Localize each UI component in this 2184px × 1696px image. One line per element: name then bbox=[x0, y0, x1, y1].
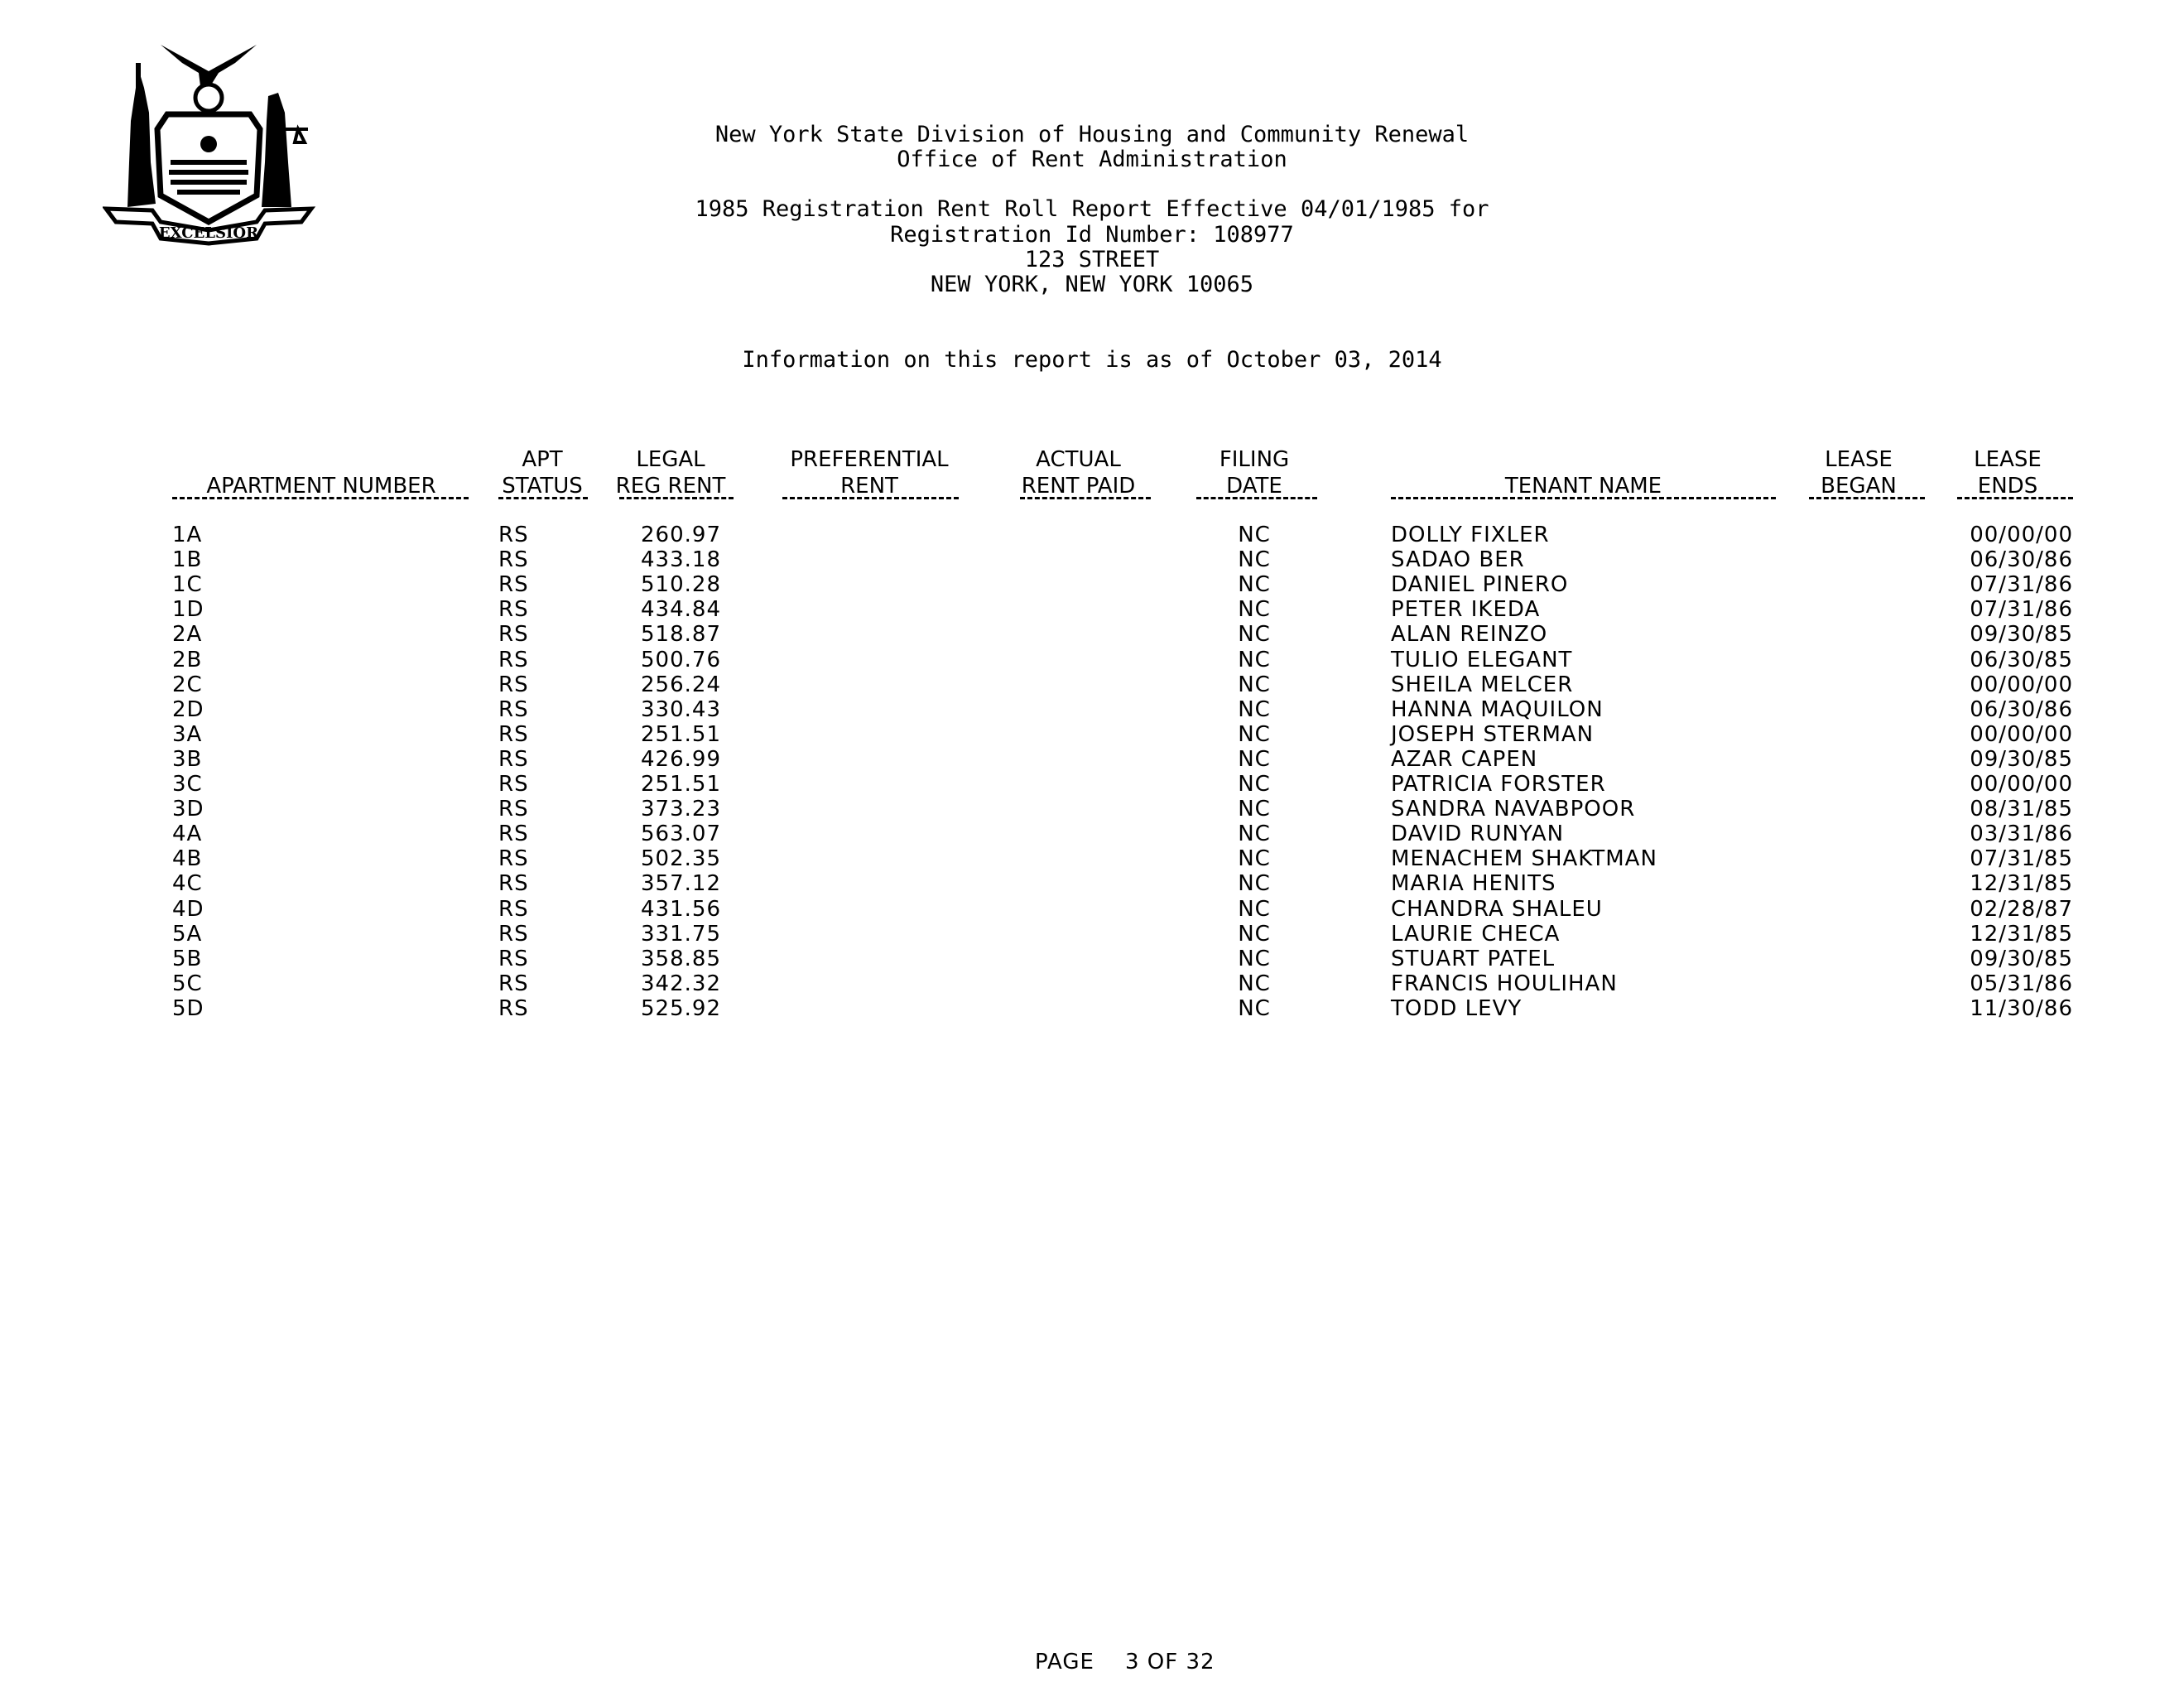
apartment-number-cell: 1B bbox=[172, 547, 203, 573]
filing-date-cell: NC bbox=[1238, 721, 1271, 747]
apartment-number-cell: 2C bbox=[172, 672, 203, 697]
table-row bbox=[0, 722, 2184, 747]
legal-reg-rent-cell: 330.43 bbox=[641, 696, 721, 722]
table-row bbox=[0, 922, 2184, 947]
col-header-line1: PREFERENTIAL bbox=[790, 447, 949, 472]
tenant-name-cell: FRANCIS HOULIHAN bbox=[1391, 971, 1618, 996]
table-row bbox=[0, 947, 2184, 971]
col-header-tenant-name bbox=[1391, 446, 1776, 499]
divider-apt-status bbox=[498, 497, 588, 499]
divider-apartment-number bbox=[172, 497, 469, 499]
table-row bbox=[0, 971, 2184, 996]
apt-status-cell: RS bbox=[498, 622, 529, 648]
legal-reg-rent-cell: 373.23 bbox=[641, 797, 721, 822]
apt-status-cell: RS bbox=[498, 822, 529, 847]
divider-preferential-rent bbox=[782, 497, 959, 499]
filing-date-cell: NC bbox=[1238, 746, 1271, 772]
apartment-number-cell: 2D bbox=[172, 696, 204, 722]
table-row bbox=[0, 622, 2184, 647]
filing-date-cell: NC bbox=[1238, 871, 1271, 897]
legal-reg-rent-cell: 500.76 bbox=[641, 647, 721, 672]
col-header-line1: LEGAL bbox=[636, 447, 705, 472]
tenant-name-cell: LAURIE CHECA bbox=[1391, 921, 1561, 947]
legal-reg-rent-cell: 434.84 bbox=[641, 597, 721, 623]
legal-reg-rent-cell: 426.99 bbox=[641, 746, 721, 772]
svg-text:EXCELSIOR: EXCELSIOR bbox=[158, 224, 259, 242]
filing-date-cell: NC bbox=[1238, 547, 1271, 573]
tenant-name-cell: PATRICIA FORSTER bbox=[1391, 772, 1606, 797]
col-header-line2: TENANT NAME bbox=[1504, 474, 1662, 499]
lease-ends-cell: 07/31/86 bbox=[1970, 597, 2073, 623]
legal-reg-rent-cell: 251.51 bbox=[641, 772, 721, 797]
legal-reg-rent-cell: 518.87 bbox=[641, 622, 721, 648]
lease-ends-cell: 07/31/85 bbox=[1970, 846, 2073, 872]
tenant-name-cell: DAVID RUNYAN bbox=[1391, 822, 1565, 847]
table-row bbox=[0, 772, 2184, 797]
lease-ends-cell: 00/00/00 bbox=[1970, 523, 2073, 547]
divider-actual-rent-paid bbox=[1020, 497, 1151, 499]
col-header-lease-ends bbox=[1954, 446, 2061, 499]
col-header-apt-status bbox=[497, 446, 588, 499]
col-header-line1: ACTUAL bbox=[1036, 447, 1121, 472]
col-header-line1 bbox=[197, 446, 445, 473]
apt-status-cell: RS bbox=[498, 572, 529, 598]
apartment-number-cell: 4A bbox=[172, 822, 203, 847]
filing-date-cell: NC bbox=[1238, 822, 1271, 847]
page-label: PAGE bbox=[1035, 1650, 1094, 1674]
city-state-zip bbox=[0, 272, 2184, 297]
apt-status-cell: RS bbox=[498, 995, 529, 1021]
divider-filing-date bbox=[1196, 497, 1317, 499]
tenant-name-cell: MENACHEM SHAKTMAN bbox=[1391, 846, 1657, 872]
apartment-number-cell: 5C bbox=[172, 971, 203, 996]
page-number: 3 OF 32 bbox=[1124, 1650, 1215, 1674]
page-indicator bbox=[1035, 1650, 1215, 1674]
agency-name bbox=[0, 123, 2184, 147]
office-name bbox=[0, 147, 2184, 172]
report-title-text: 1985 Registration Rent Roll Report Effective 04/01/1985 for bbox=[695, 196, 1489, 222]
apartment-number-cell: 3D bbox=[172, 797, 204, 822]
apartment-number-cell: 5A bbox=[172, 921, 203, 947]
legal-reg-rent-cell: 525.92 bbox=[641, 995, 721, 1021]
apartment-number-cell: 3C bbox=[172, 772, 203, 797]
apt-status-cell: RS bbox=[498, 523, 529, 547]
report-title bbox=[0, 197, 2184, 222]
col-header-legal-reg-rent bbox=[613, 446, 729, 499]
apartment-number-cell: 1A bbox=[172, 523, 203, 547]
office-name-text: Office of Rent Administration bbox=[897, 147, 1287, 172]
apartment-number-cell: 3B bbox=[172, 746, 203, 772]
tenant-name-cell: DANIEL PINERO bbox=[1391, 572, 1569, 598]
apt-status-cell: RS bbox=[498, 921, 529, 947]
legal-reg-rent-cell: 433.18 bbox=[641, 547, 721, 573]
table-row bbox=[0, 897, 2184, 922]
filing-date-cell: NC bbox=[1238, 572, 1271, 598]
table-row bbox=[0, 846, 2184, 871]
col-header-line2: DATE bbox=[1226, 474, 1282, 499]
lease-ends-cell: 12/31/85 bbox=[1970, 871, 2073, 897]
filing-date-cell: NC bbox=[1238, 846, 1271, 872]
filing-date-cell: NC bbox=[1238, 896, 1271, 922]
table-row bbox=[0, 871, 2184, 896]
col-header-line2: STATUS bbox=[502, 474, 583, 499]
col-header-line2: APARTMENT NUMBER bbox=[206, 474, 436, 499]
col-header-lease-began bbox=[1805, 446, 1912, 499]
apartment-number-cell: 2A bbox=[172, 622, 203, 648]
filing-date-cell: NC bbox=[1238, 672, 1271, 697]
tenant-name-cell: SADAO BER bbox=[1391, 547, 1525, 573]
legal-reg-rent-cell: 331.75 bbox=[641, 921, 721, 947]
registration-id-text: Registration Id Number: 108977 bbox=[890, 222, 1294, 248]
table-row bbox=[0, 597, 2184, 622]
legal-reg-rent-cell: 358.85 bbox=[641, 946, 721, 971]
tenant-name-cell: ALAN REINZO bbox=[1391, 622, 1548, 648]
apt-status-cell: RS bbox=[498, 696, 529, 722]
divider-lease-ends bbox=[1957, 497, 2073, 499]
divider-legal-reg-rent bbox=[619, 497, 734, 499]
table-row bbox=[0, 822, 2184, 846]
lease-ends-cell: 09/30/85 bbox=[1970, 746, 2073, 772]
col-header-filing-date bbox=[1192, 446, 1316, 499]
tenant-name-cell: STUART PATEL bbox=[1391, 946, 1556, 971]
apt-status-cell: RS bbox=[498, 871, 529, 897]
apt-status-cell: RS bbox=[498, 721, 529, 747]
col-header-preferential-rent bbox=[770, 446, 969, 499]
lease-ends-cell: 12/31/85 bbox=[1970, 921, 2073, 947]
filing-date-cell: NC bbox=[1238, 971, 1271, 996]
legal-reg-rent-cell: 342.32 bbox=[641, 971, 721, 996]
apartment-number-cell: 2B bbox=[172, 647, 203, 672]
lease-ends-cell: 11/30/86 bbox=[1970, 995, 2073, 1021]
col-header-line2: REG RENT bbox=[615, 474, 726, 499]
filing-date-cell: NC bbox=[1238, 696, 1271, 722]
agency-name-text: New York State Division of Housing and Community Renewal bbox=[714, 122, 1470, 147]
filing-date-cell: NC bbox=[1238, 797, 1271, 822]
apt-status-cell: RS bbox=[498, 971, 529, 996]
apt-status-cell: RS bbox=[498, 547, 529, 573]
table-row bbox=[0, 523, 2184, 547]
filing-date-cell: NC bbox=[1238, 597, 1271, 623]
tenant-name-cell: HANNA MAQUILON bbox=[1391, 696, 1604, 722]
lease-ends-cell: 06/30/86 bbox=[1970, 547, 2073, 573]
apartment-number-cell: 5B bbox=[172, 946, 203, 971]
apartment-number-cell: 4D bbox=[172, 896, 204, 922]
apartment-number-cell: 1D bbox=[172, 597, 204, 623]
legal-reg-rent-cell: 251.51 bbox=[641, 721, 721, 747]
table-row bbox=[0, 697, 2184, 722]
street-address-text: 123 STREET bbox=[1024, 247, 1160, 272]
legal-reg-rent-cell: 256.24 bbox=[641, 672, 721, 697]
table-row bbox=[0, 547, 2184, 572]
col-header-line2: RENT bbox=[840, 474, 898, 499]
apt-status-cell: RS bbox=[498, 772, 529, 797]
divider-lease-began bbox=[1809, 497, 1925, 499]
col-header-actual-rent-paid bbox=[1006, 446, 1151, 499]
table-row bbox=[0, 996, 2184, 1021]
tenant-name-cell: JOSEPH STERMAN bbox=[1391, 721, 1595, 747]
table-row bbox=[0, 797, 2184, 822]
apt-status-cell: RS bbox=[498, 797, 529, 822]
apt-status-cell: RS bbox=[498, 647, 529, 672]
filing-date-cell: NC bbox=[1238, 523, 1271, 547]
legal-reg-rent-cell: 502.35 bbox=[641, 846, 721, 872]
city-state-zip-text: NEW YORK, NEW YORK 10065 bbox=[930, 272, 1254, 297]
col-header-line2: BEGAN bbox=[1821, 474, 1897, 499]
tenant-name-cell: TULIO ELEGANT bbox=[1391, 647, 1573, 672]
col-header-line1: APT bbox=[522, 447, 563, 472]
filing-date-cell: NC bbox=[1238, 647, 1271, 672]
table-row bbox=[0, 672, 2184, 697]
apartment-number-cell: 4B bbox=[172, 846, 203, 872]
tenant-name-cell: TODD LEVY bbox=[1391, 995, 1523, 1021]
lease-ends-cell: 00/00/00 bbox=[1970, 721, 2073, 747]
filing-date-cell: NC bbox=[1238, 946, 1271, 971]
tenant-name-cell: CHANDRA SHALEU bbox=[1391, 896, 1603, 922]
tenant-name-cell: SHEILA MELCER bbox=[1391, 672, 1574, 697]
info-date bbox=[0, 348, 2184, 373]
lease-ends-cell: 08/31/85 bbox=[1970, 797, 2073, 822]
col-header-line1: FILING bbox=[1219, 447, 1290, 472]
lease-ends-cell: 00/00/00 bbox=[1970, 772, 2073, 797]
apt-status-cell: RS bbox=[498, 597, 529, 623]
lease-ends-cell: 06/30/86 bbox=[1970, 696, 2073, 722]
legal-reg-rent-cell: 431.56 bbox=[641, 896, 721, 922]
legal-reg-rent-cell: 260.97 bbox=[641, 523, 721, 547]
col-header-line1 bbox=[1391, 446, 1776, 473]
apartment-number-cell: 4C bbox=[172, 871, 203, 897]
divider-tenant-name bbox=[1391, 497, 1776, 499]
apt-status-cell: RS bbox=[498, 746, 529, 772]
lease-ends-cell: 09/30/85 bbox=[1970, 946, 2073, 971]
tenant-name-cell: DOLLY FIXLER bbox=[1391, 523, 1550, 547]
col-header-line1: LEASE bbox=[1825, 447, 1893, 472]
apt-status-cell: RS bbox=[498, 846, 529, 872]
apartment-number-cell: 5D bbox=[172, 995, 204, 1021]
info-date-text: Information on this report is as of October 03, 2014 bbox=[742, 347, 1442, 373]
lease-ends-cell: 03/31/86 bbox=[1970, 822, 2073, 847]
table-row bbox=[0, 747, 2184, 772]
legal-reg-rent-cell: 563.07 bbox=[641, 822, 721, 847]
tenant-name-cell: AZAR CAPEN bbox=[1391, 746, 1538, 772]
lease-ends-cell: 00/00/00 bbox=[1970, 672, 2073, 697]
apt-status-cell: RS bbox=[498, 672, 529, 697]
apt-status-cell: RS bbox=[498, 896, 529, 922]
filing-date-cell: NC bbox=[1238, 921, 1271, 947]
lease-ends-cell: 06/30/85 bbox=[1970, 647, 2073, 672]
legal-reg-rent-cell: 357.12 bbox=[641, 871, 721, 897]
apartment-number-cell: 3A bbox=[172, 721, 203, 747]
street-address bbox=[0, 248, 2184, 272]
apt-status-cell: RS bbox=[498, 946, 529, 971]
tenant-name-cell: MARIA HENITS bbox=[1391, 871, 1556, 897]
lease-ends-cell: 07/31/86 bbox=[1970, 572, 2073, 598]
filing-date-cell: NC bbox=[1238, 622, 1271, 648]
col-header-line1: LEASE bbox=[1974, 447, 2042, 472]
lease-ends-cell: 05/31/86 bbox=[1970, 971, 2073, 996]
col-header-line2: RENT PAID bbox=[1021, 474, 1136, 499]
registration-id bbox=[0, 223, 2184, 248]
apartment-number-cell: 1C bbox=[172, 572, 203, 598]
filing-date-cell: NC bbox=[1238, 772, 1271, 797]
tenant-name-cell: SANDRA NAVABPOOR bbox=[1391, 797, 1636, 822]
lease-ends-cell: 02/28/87 bbox=[1970, 896, 2073, 922]
col-header-line2: ENDS bbox=[1977, 474, 2038, 499]
col-header-apartment-number bbox=[197, 446, 445, 499]
legal-reg-rent-cell: 510.28 bbox=[641, 572, 721, 598]
table-row bbox=[0, 572, 2184, 597]
tenant-name-cell: PETER IKEDA bbox=[1391, 597, 1541, 623]
table-row bbox=[0, 648, 2184, 672]
filing-date-cell: NC bbox=[1238, 995, 1271, 1021]
lease-ends-cell: 09/30/85 bbox=[1970, 622, 2073, 648]
